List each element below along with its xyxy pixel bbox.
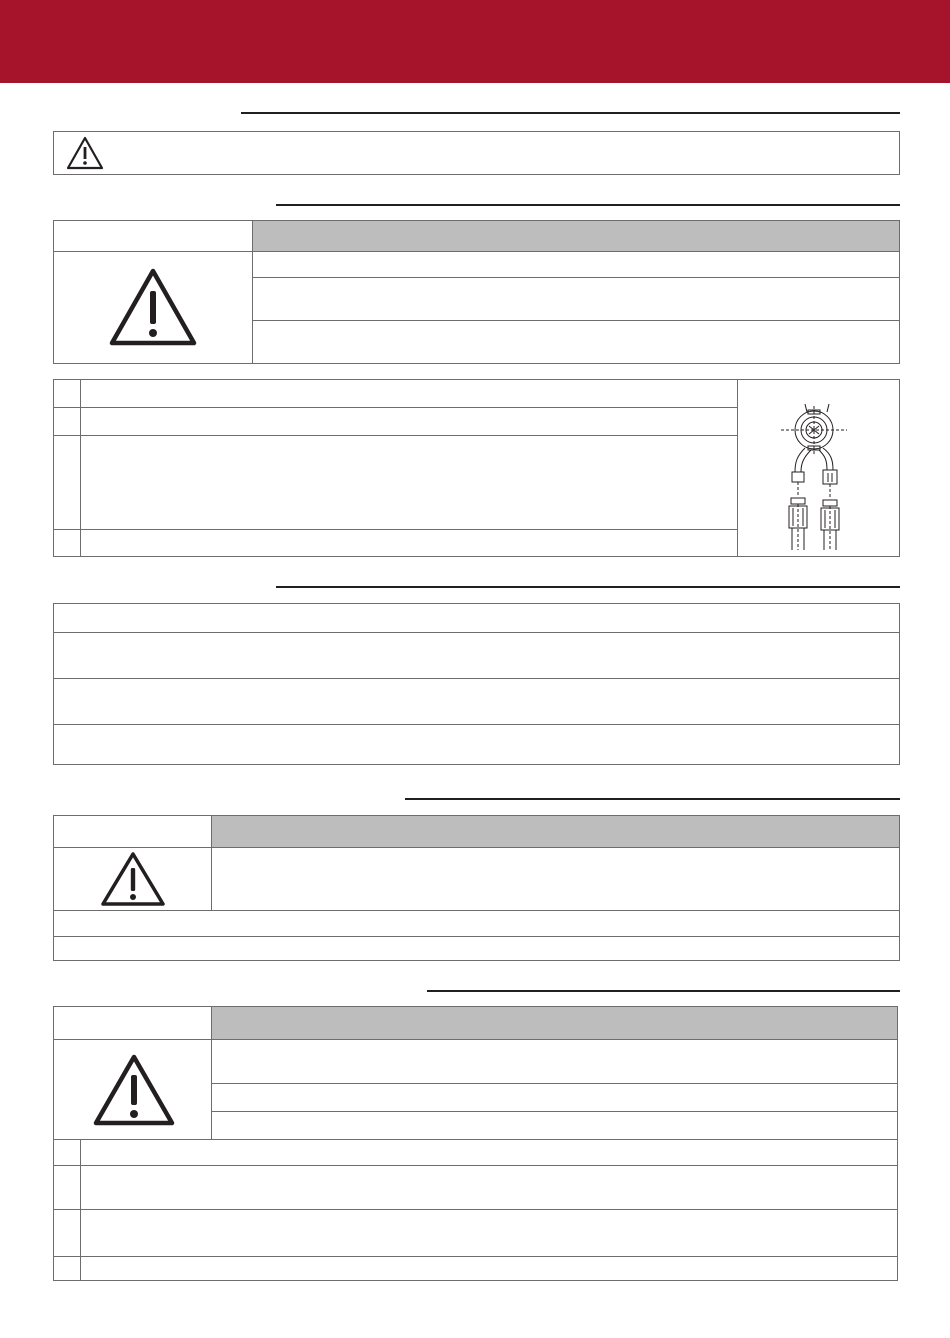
- warning-triangle-icon: [108, 267, 198, 347]
- warning-triangle-icon: [92, 1053, 176, 1127]
- warning-table-2-header: [212, 816, 899, 847]
- warning-triangle-icon: [66, 136, 104, 170]
- warning-table-3-header: [212, 1007, 897, 1039]
- warning-table-1-corner: [54, 221, 252, 251]
- caution-banner: [53, 131, 900, 175]
- warning-table-2: [53, 815, 900, 961]
- warning-table-1-header: [253, 221, 899, 251]
- numbered-steps-1: [53, 379, 900, 557]
- refrigerant-pipe-connection-diagram: [777, 400, 867, 552]
- warning-table-2-corner: [54, 816, 211, 847]
- section-4-rule: [276, 586, 900, 588]
- warning-table-3-corner: [54, 1007, 211, 1039]
- warning-triangle-icon: [100, 851, 166, 907]
- section-5-rule: [405, 798, 900, 800]
- section-1-rule: [241, 112, 900, 114]
- warning-table-1: [53, 220, 900, 364]
- warning-table-3: [53, 1006, 898, 1281]
- info-table: [53, 603, 900, 765]
- section-6-rule: [427, 990, 900, 992]
- section-2-rule: [276, 204, 900, 206]
- page-header-band: [0, 0, 950, 83]
